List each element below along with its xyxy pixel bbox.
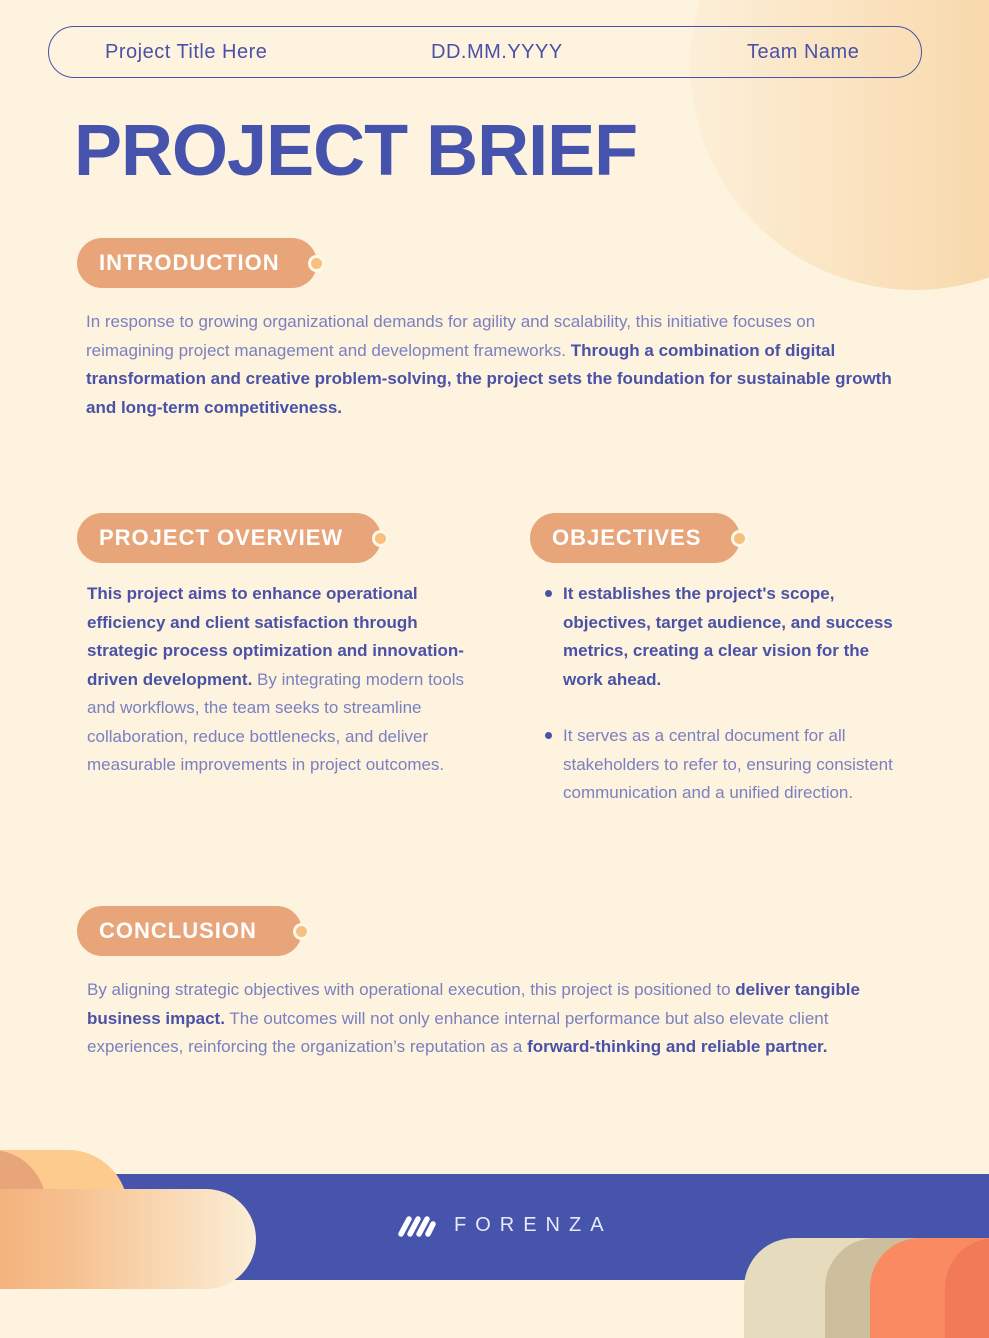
- conclusion-bold1: deliver tangible business impact.: [87, 980, 860, 1028]
- overview-text-regular: By integrating modern tools and workflows, the team seeks to streamline collaboration, reduce bottlenecks, and deliver measurable improvements in project outcomes.: [87, 669, 464, 774]
- conclusion-text: [87, 976, 897, 1062]
- conclusion-part1: By aligning strategic objectives with operational execution, this project is positioned to: [87, 980, 736, 999]
- introduction-text: [86, 308, 896, 422]
- decorative-shape: [0, 1189, 256, 1289]
- objectives-list: [543, 580, 903, 808]
- objective-item: It serves as a central document for all stakeholders to refer to, ensuring consistent communication and a unified direction.: [543, 722, 903, 808]
- objectives-tag: [530, 513, 740, 563]
- objective-item: It establishes the project's scope, objectives, target audience, and success metrics, creating a clear vision for the work ahead.: [543, 580, 903, 694]
- tag-dot-icon: [372, 530, 389, 547]
- introduction-label: INTRODUCTION: [99, 250, 280, 275]
- conclusion-tag: [77, 906, 302, 956]
- conclusion-bold2: forward-thinking and reliable partner.: [527, 1037, 828, 1056]
- team-name-label: Team Name: [747, 41, 860, 63]
- objectives-label: OBJECTIVES: [552, 525, 702, 550]
- project-title-label: Project Title Here: [105, 41, 268, 63]
- brand-logo: [398, 1214, 613, 1237]
- tag-dot-icon: [293, 923, 310, 940]
- header-bar: [48, 26, 922, 78]
- tag-dot-icon: [731, 530, 748, 547]
- project-overview-tag: [77, 513, 381, 563]
- page-title: PROJECT BRIEF: [74, 111, 638, 191]
- forenza-logo-icon: [398, 1215, 436, 1237]
- overview-text-bold: This project aims to enhance operational efficiency and client satisfaction through strategic process optimization and innovation-driven development.: [87, 584, 464, 689]
- introduction-tag: [77, 238, 317, 288]
- introduction-text-regular: In response to growing organizational demands for agility and scalability, this initiative focuses on reimagining project management and development frameworks.: [86, 312, 816, 360]
- date-label: DD.MM.YYYY: [431, 41, 563, 63]
- introduction-text-bold: Through a combination of digital transformation and creative problem-solving, the project sets the foundation for sustainable growth and long-term competitiveness.: [86, 340, 892, 417]
- conclusion-label: CONCLUSION: [99, 918, 257, 943]
- project-overview-text: [87, 580, 472, 780]
- tag-dot-icon: [308, 255, 325, 272]
- project-overview-label: PROJECT OVERVIEW: [99, 525, 344, 550]
- conclusion-part2: The outcomes will not only enhance internal performance but also elevate client experiences, reinforcing the organization’s reputation as a: [87, 1008, 829, 1056]
- brand-name: FORENZA: [454, 1214, 613, 1236]
